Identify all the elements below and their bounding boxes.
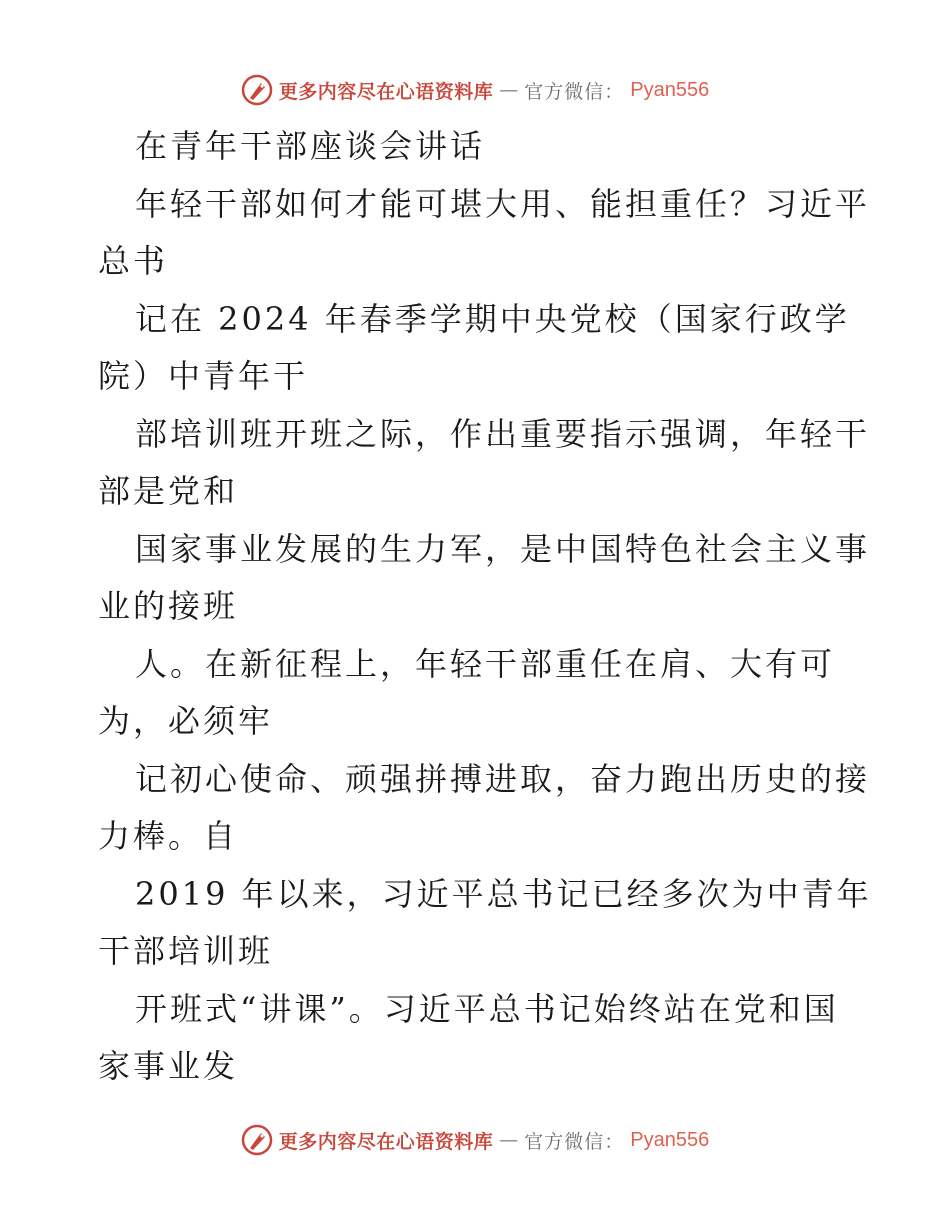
text-line: 力棒。自 <box>98 817 239 855</box>
text-line: 部培训班开班之际，作出重要指示强调，年轻干 <box>135 414 871 453</box>
watermark-wechat-id: Pyan556 <box>630 1128 710 1151</box>
text-line: 部是党和 <box>98 472 239 510</box>
watermark-official-label: 官方微信： <box>524 1130 625 1153</box>
text-line: 人。在新征程上，年轻干部重任在肩、大有可 <box>135 644 836 683</box>
text-line: 总书 <box>98 242 169 280</box>
text-line: 国家事业发展的生力军，是中国特色社会主义事 <box>135 529 871 568</box>
text-line: 记初心使命、顽强拼搏进取，奋力跑出历史的接 <box>135 759 871 798</box>
text-line: 业的接班 <box>98 587 239 625</box>
watermark-site-text: 更多内容尽在心语资料库 <box>278 1130 494 1153</box>
text-line: 干部培训班 <box>98 932 274 970</box>
watermark-site-text: 更多内容尽在心语资料库 <box>278 80 494 103</box>
text-line: 院）中青年干 <box>98 357 309 395</box>
pen-nib-logo-icon <box>241 74 273 106</box>
watermark-official-label: 官方微信： <box>524 80 625 103</box>
watermark-separator: — <box>499 79 519 101</box>
text-line: 2019 年以来，习近平总书记已经多次为中青年 <box>135 874 872 913</box>
text-line: 开班式“讲课”。习近平总书记始终站在党和国 <box>135 989 839 1028</box>
text-line: 年轻干部如何才能可堪大用、能担重任？习近平 <box>135 184 871 223</box>
watermark-separator: — <box>499 1129 519 1151</box>
pen-nib-logo-icon <box>241 1124 273 1156</box>
text-line: 家事业发 <box>98 1047 239 1085</box>
text-line: 为，必须牢 <box>98 702 274 740</box>
watermark-wechat-id: Pyan556 <box>630 78 710 101</box>
text-line: 记在 2024 年春季学期中央党校（国家行政学 <box>135 299 850 338</box>
footer-watermark <box>0 1120 950 1160</box>
header-watermark <box>0 70 950 110</box>
document-title: 在青年干部座谈会讲话 <box>135 127 486 165</box>
document-body <box>0 118 950 1096</box>
